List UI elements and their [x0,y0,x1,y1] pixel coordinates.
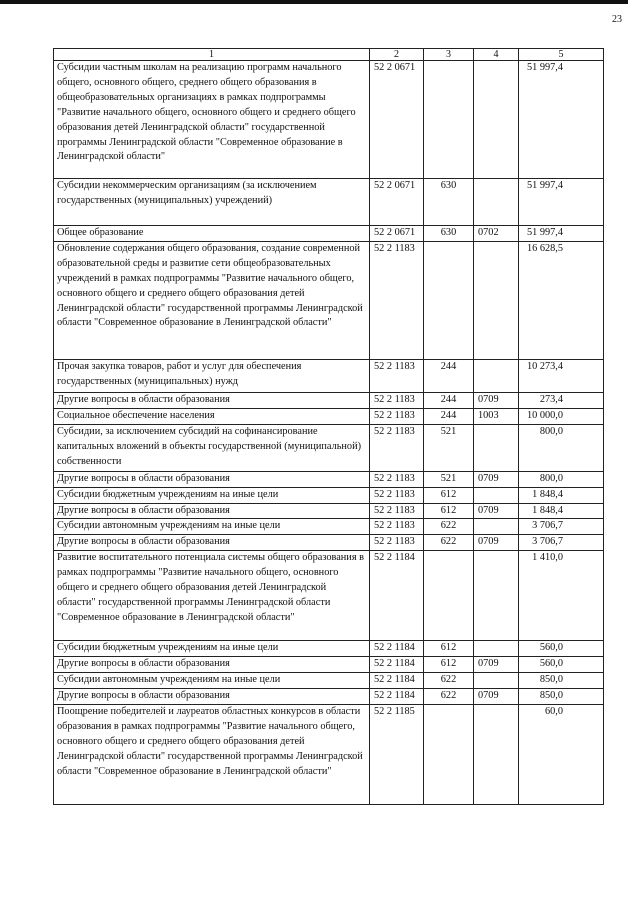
table-row [54,179,604,226]
row-expense-type [424,551,474,641]
row-expense-type: 521 [424,471,474,487]
row-name: Субсидии бюджетным учреждениям на иные цели [54,487,370,503]
row-section: 0709 [474,657,519,673]
row-name: Другие вопросы в области образования [54,688,370,704]
row-section: 0702 [474,226,519,242]
row-expense-type [424,241,474,359]
table-row [54,519,604,535]
row-expense-type: 244 [424,408,474,424]
table-row [54,551,604,641]
row-expense-type: 612 [424,487,474,503]
row-amount: 800,0 [519,424,604,471]
row-code: 52 2 1183 [370,519,424,535]
row-section [474,241,519,359]
row-section [474,673,519,689]
table-row [54,61,604,179]
row-name: Субсидии, за исключением субсидий на софинансирование капитальных вложений в объекты государственной (муниципальной) собственности [54,424,370,471]
table-row [54,424,604,471]
table-row [54,359,604,392]
table-row [54,503,604,519]
row-amount: 850,0 [519,673,604,689]
row-section [474,487,519,503]
row-code: 52 2 1184 [370,657,424,673]
row-expense-type: 622 [424,688,474,704]
table-row [54,241,604,359]
row-name: Другие вопросы в области образования [54,535,370,551]
row-section [474,359,519,392]
row-amount: 10 000,0 [519,408,604,424]
row-amount: 1 410,0 [519,551,604,641]
row-name: Развитие воспитательного потенциала системы общего образования в рамках подпрограммы "Развитие начального общего, основного общего и среднего общего образования детей Ленинградской области" государственной программы Ленинградской области "Современное образование в Ленинградской области" [54,551,370,641]
row-name: Другие вопросы в области образования [54,657,370,673]
row-name: Субсидии автономным учреждениям на иные цели [54,519,370,535]
row-amount: 10 273,4 [519,359,604,392]
row-amount: 850,0 [519,688,604,704]
budget-table [53,48,604,805]
table-row [54,673,604,689]
row-name: Общее образование [54,226,370,242]
row-amount: 51 997,4 [519,61,604,179]
row-expense-type: 244 [424,392,474,408]
row-amount: 800,0 [519,471,604,487]
column-header: 2 [370,49,424,61]
row-code: 52 2 1184 [370,688,424,704]
table-row [54,408,604,424]
row-code: 52 2 1183 [370,408,424,424]
row-name: Прочая закупка товаров, работ и услуг для обеспечения государственных (муниципальных) нужд [54,359,370,392]
row-amount: 60,0 [519,704,604,804]
row-amount: 1 848,4 [519,487,604,503]
row-section [474,519,519,535]
row-name: Другие вопросы в области образования [54,392,370,408]
row-amount: 1 848,4 [519,503,604,519]
row-amount: 560,0 [519,657,604,673]
row-name: Обновление содержания общего образования, создание современной образовательной среды и развитие сети общеобразовательных учреждений в рамках подпрограммы "Развитие начального общего, основного общего и среднего общего образования детей Ленинградской области" государственной программы Ленинградской области "Современное образование в Ленинградской области" [54,241,370,359]
row-name: Субсидии бюджетным учреждениям на иные цели [54,641,370,657]
row-name: Субсидии частным школам на реализацию программ начального общего, основного общего, среднего общего образования в общеобразовательных организациях в рамках подпрограммы "Развитие начального общего, основного общего и среднего общего образования детей Ленинградской области" государственной программы Ленинградской области "Современное образование в Ленинградской области" [54,61,370,179]
table-row [54,704,604,804]
table-row [54,535,604,551]
row-section: 0709 [474,535,519,551]
row-amount: 3 706,7 [519,519,604,535]
row-code: 52 2 0671 [370,226,424,242]
column-header: 1 [54,49,370,61]
table-row [54,471,604,487]
row-section: 1003 [474,408,519,424]
row-section: 0709 [474,688,519,704]
row-expense-type: 622 [424,519,474,535]
row-expense-type: 612 [424,503,474,519]
header-row [54,49,604,61]
row-section: 0709 [474,503,519,519]
row-code: 52 2 1183 [370,535,424,551]
row-expense-type: 612 [424,657,474,673]
row-code: 52 2 1183 [370,471,424,487]
row-expense-type: 622 [424,673,474,689]
top-border-line [0,0,628,4]
row-expense-type: 244 [424,359,474,392]
table-row [54,226,604,242]
row-section [474,179,519,226]
row-expense-type: 630 [424,226,474,242]
row-code: 52 2 1183 [370,359,424,392]
row-code: 52 2 0671 [370,179,424,226]
column-header: 3 [424,49,474,61]
column-header: 5 [519,49,604,61]
row-section [474,551,519,641]
row-section: 0709 [474,471,519,487]
row-code: 52 2 1183 [370,503,424,519]
row-code: 52 2 1185 [370,704,424,804]
row-amount: 51 997,4 [519,179,604,226]
row-expense-type [424,704,474,804]
row-amount: 51 997,4 [519,226,604,242]
table-row [54,657,604,673]
row-code: 52 2 1184 [370,641,424,657]
row-name: Субсидии автономным учреждениям на иные цели [54,673,370,689]
row-name: Субсидии некоммерческим организациям (за исключением государственных (муниципальных) учреждений) [54,179,370,226]
row-expense-type: 622 [424,535,474,551]
table-row [54,487,604,503]
row-amount: 3 706,7 [519,535,604,551]
row-section [474,704,519,804]
row-code: 52 2 1183 [370,487,424,503]
row-expense-type: 612 [424,641,474,657]
row-name: Социальное обеспечение населения [54,408,370,424]
table-row [54,641,604,657]
row-section [474,61,519,179]
row-code: 52 2 1183 [370,424,424,471]
table-row [54,392,604,408]
row-section: 0709 [474,392,519,408]
row-code: 52 2 1183 [370,392,424,408]
row-name: Поощрение победителей и лауреатов областных конкурсов в области образования в рамках подпрограммы "Развитие начального общего, основного общего и среднего общего образования детей Ленинградской области" государственной программы Ленинградской области "Современное образование в Ленинградской области" [54,704,370,804]
row-amount: 560,0 [519,641,604,657]
row-section [474,641,519,657]
row-amount: 273,4 [519,392,604,408]
table-row [54,688,604,704]
row-code: 52 2 1183 [370,241,424,359]
row-name: Другие вопросы в области образования [54,471,370,487]
page-number: 23 [612,14,622,25]
row-code: 52 2 1184 [370,673,424,689]
row-expense-type: 630 [424,179,474,226]
row-section [474,424,519,471]
row-amount: 16 628,5 [519,241,604,359]
row-code: 52 2 0671 [370,61,424,179]
row-code: 52 2 1184 [370,551,424,641]
row-name: Другие вопросы в области образования [54,503,370,519]
column-header: 4 [474,49,519,61]
row-expense-type: 521 [424,424,474,471]
row-expense-type [424,61,474,179]
